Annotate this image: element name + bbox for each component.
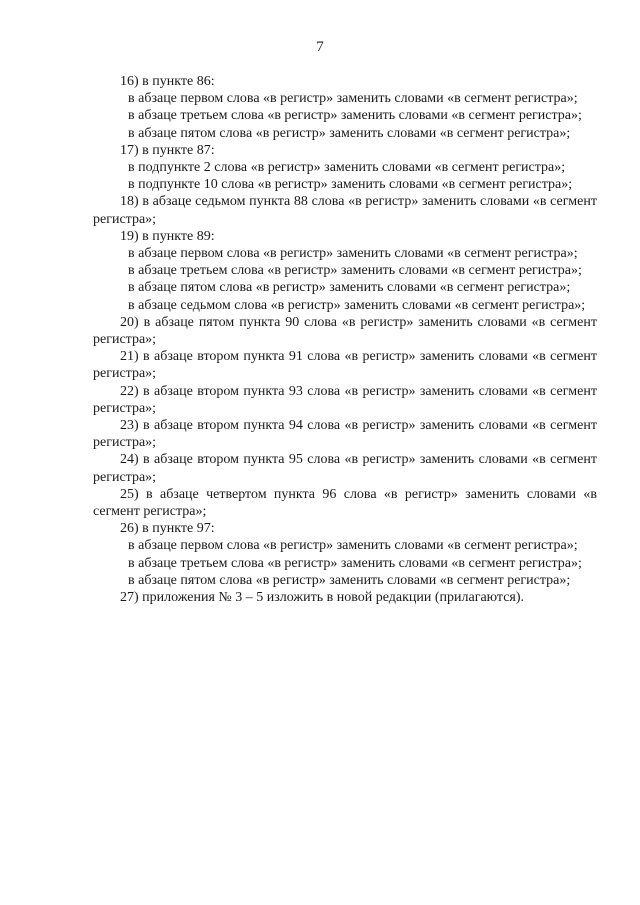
paragraph-item-17: 17) в пункте 87: [120, 142, 215, 158]
paragraph-item-25: 25) в абзаце четвертом пункта 96 слова «в регистр» заменить словами «в сегмент регистра»; [93, 486, 597, 520]
paragraph-sub: в подпункте 10 слова «в регистр» заменить словами «в сегмент регистра»; [128, 177, 573, 193]
paragraph-sub: в абзаце третьем слова «в регистр» заменить словами «в сегмент регистра»; [128, 555, 582, 571]
paragraph-sub: в абзаце седьмом слова «в регистр» заменить словами «в сегмент регистра»; [128, 297, 586, 313]
paragraph-sub: в абзаце третьем слова «в регистр» заменить словами «в сегмент регистра»; [128, 108, 582, 124]
paragraph-item-24: 24) в абзаце втором пункта 95 слова «в регистр» заменить словами «в сегмент регистра»; [93, 452, 597, 485]
paragraph-item-18: 18) в абзаце седьмом пункта 88 слова «в регистр» заменить словами «в сегмент регистра»; [93, 194, 597, 227]
paragraph-sub: в абзаце третьем слова «в регистр» заменить словами «в сегмент регистра»; [128, 263, 582, 279]
paragraph-sub: в абзаце первом слова «в регистр» заменить словами «в сегмент регистра»; [128, 246, 578, 262]
paragraph-item-19: 19) в пункте 89: [120, 228, 215, 244]
paragraph-sub: в абзаце первом слова «в регистр» заменить словами «в сегмент регистра»; [128, 91, 578, 107]
paragraph-item-23: 23) в абзаце втором пункта 94 слова «в регистр» заменить словами «в сегмент регистра»; [93, 418, 597, 451]
paragraph-item-20: 20) в абзаце пятом пункта 90 слова «в регистр» заменить словами «в сегмент регистра»; [93, 314, 597, 348]
page-number: 7 [316, 39, 324, 55]
paragraph-item-26: 26) в пункте 97: [120, 521, 215, 537]
paragraph-item-21: 21) в абзаце втором пункта 91 слова «в регистр» заменить словами «в сегмент регистра»; [93, 349, 597, 382]
paragraph-sub: в абзаце пятом слова «в регистр» заменить словами «в сегмент регистра»; [128, 280, 571, 296]
paragraph-sub: в подпункте 2 слова «в регистр» заменить словами «в сегмент регистра»; [128, 160, 566, 176]
paragraph-sub: в абзаце пятом слова «в регистр» заменить словами «в сегмент регистра»; [128, 125, 571, 141]
paragraph-item-27: 27) приложения № 3 – 5 изложить в новой редакции (прилагаются). [120, 590, 525, 606]
document-body [93, 73, 597, 606]
paragraph-item-16: 16) в пункте 86: [120, 74, 215, 89]
paragraph-sub: в абзаце первом слова «в регистр» заменить словами «в сегмент регистра»; [128, 538, 578, 554]
paragraph-item-22: 22) в абзаце втором пункта 93 слова «в регистр» заменить словами «в сегмент регистра»; [93, 383, 597, 416]
paragraph-sub: в абзаце пятом слова «в регистр» заменить словами «в сегмент регистра»; [128, 572, 571, 588]
